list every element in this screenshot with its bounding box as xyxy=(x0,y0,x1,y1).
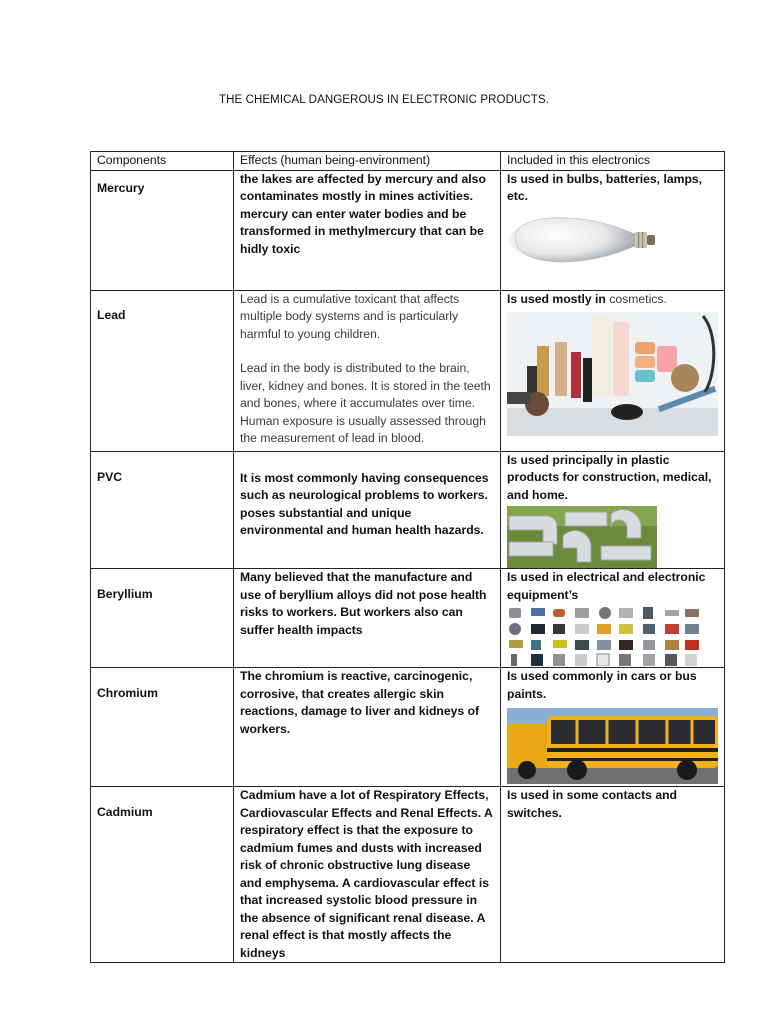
effects-text: The chromium is reactive, carcinogenic, corrosive, that creates allergic skin reactions, damage to liver and kidneys of workers. xyxy=(240,669,480,736)
table-row xyxy=(91,569,725,668)
school-bus-image xyxy=(507,708,718,784)
effects-text: Cadmium have a lot of Respiratory Effects, Cardiovascular Effects and Renal Effects. A respiratory effect is that the exposure to cadmium fumes and dusts with increased risk of chronic obstructive lung disease and emphysema. A cardiovascular effect is that increased systolic blood pressure in the absence of significant renal disease. A renal effect is that mostly affects the kidneys xyxy=(240,788,493,960)
effects-paragraph-1: Lead is a cumulative toxicant that affects multiple body systems and is particularly harmful to young children. xyxy=(240,291,460,341)
included-cell xyxy=(501,787,725,963)
table-row xyxy=(91,290,725,451)
electronics-grid-image xyxy=(507,604,718,666)
component-name: Lead xyxy=(97,307,126,322)
component-name: Beryllium xyxy=(97,587,153,601)
component-cell xyxy=(91,290,234,451)
effects-cell xyxy=(234,170,501,290)
table-header-row xyxy=(91,152,725,171)
component-cell xyxy=(91,787,234,963)
component-cell xyxy=(91,451,234,569)
table-row xyxy=(91,170,725,290)
component-name: Cadmium xyxy=(97,805,153,819)
table-row xyxy=(91,451,725,569)
included-cell xyxy=(501,668,725,787)
included-cell xyxy=(501,451,725,569)
table-row xyxy=(91,668,725,787)
cosmetics-image xyxy=(507,312,718,436)
table-row xyxy=(91,787,725,963)
light-bulb-image xyxy=(507,210,718,270)
included-cell xyxy=(501,569,725,668)
component-name: Chromium xyxy=(97,686,158,700)
header-effects: Effects (human being-environment) xyxy=(234,152,501,171)
effects-cell xyxy=(234,569,501,668)
component-cell xyxy=(91,569,234,668)
document-title: THE CHEMICAL DANGEROUS IN ELECTRONIC PRODUCTS. xyxy=(218,94,550,106)
chemicals-table xyxy=(90,151,725,963)
pvc-pipes-image xyxy=(507,506,718,568)
included-text: Is used in bulbs, batteries, lamps, etc. xyxy=(507,171,703,203)
effects-cell xyxy=(234,290,501,451)
effects-cell xyxy=(234,787,501,963)
included-text: Is used in some contacts and switches. xyxy=(507,788,677,820)
component-cell xyxy=(91,668,234,787)
header-included: Included in this electronics xyxy=(501,152,725,171)
component-name: PVC xyxy=(97,469,123,484)
component-name: Mercury xyxy=(97,180,145,195)
effects-paragraph-2: Lead in the body is distributed to the brain, liver, kidney and bones. It is stored in the teeth and bones, where it accumulates over time. Human exposure is usually assessed through the measurement of lead in blood. xyxy=(240,361,491,445)
component-cell xyxy=(91,170,234,290)
header-components: Components xyxy=(91,152,234,171)
effects-text: It is most commonly having consequences such as neurological problems to workers. poses substantial and unique environmental and human health hazards. xyxy=(240,470,489,537)
included-text: Is used in electrical and electronic equipment’s xyxy=(507,570,706,602)
included-text: Is used mostly in xyxy=(507,291,606,306)
included-text: Is used commonly in cars or bus paints. xyxy=(507,669,697,701)
included-accent-text: cosmetics. xyxy=(609,291,667,306)
effects-text: Many believed that the manufacture and use of beryllium alloys did not pose health risks to workers. But workers also can suffer health impacts xyxy=(240,570,487,637)
included-cell xyxy=(501,170,725,290)
included-text: Is used principally in plastic products for construction, medical, and home. xyxy=(507,452,712,502)
effects-cell xyxy=(234,668,501,787)
included-cell xyxy=(501,290,725,451)
effects-text: the lakes are affected by mercury and also contaminates mostly in mines activities. mercury can enter water bodies and be transformed in methylmercury that can be hidly toxic xyxy=(240,171,486,256)
effects-cell xyxy=(234,451,501,569)
